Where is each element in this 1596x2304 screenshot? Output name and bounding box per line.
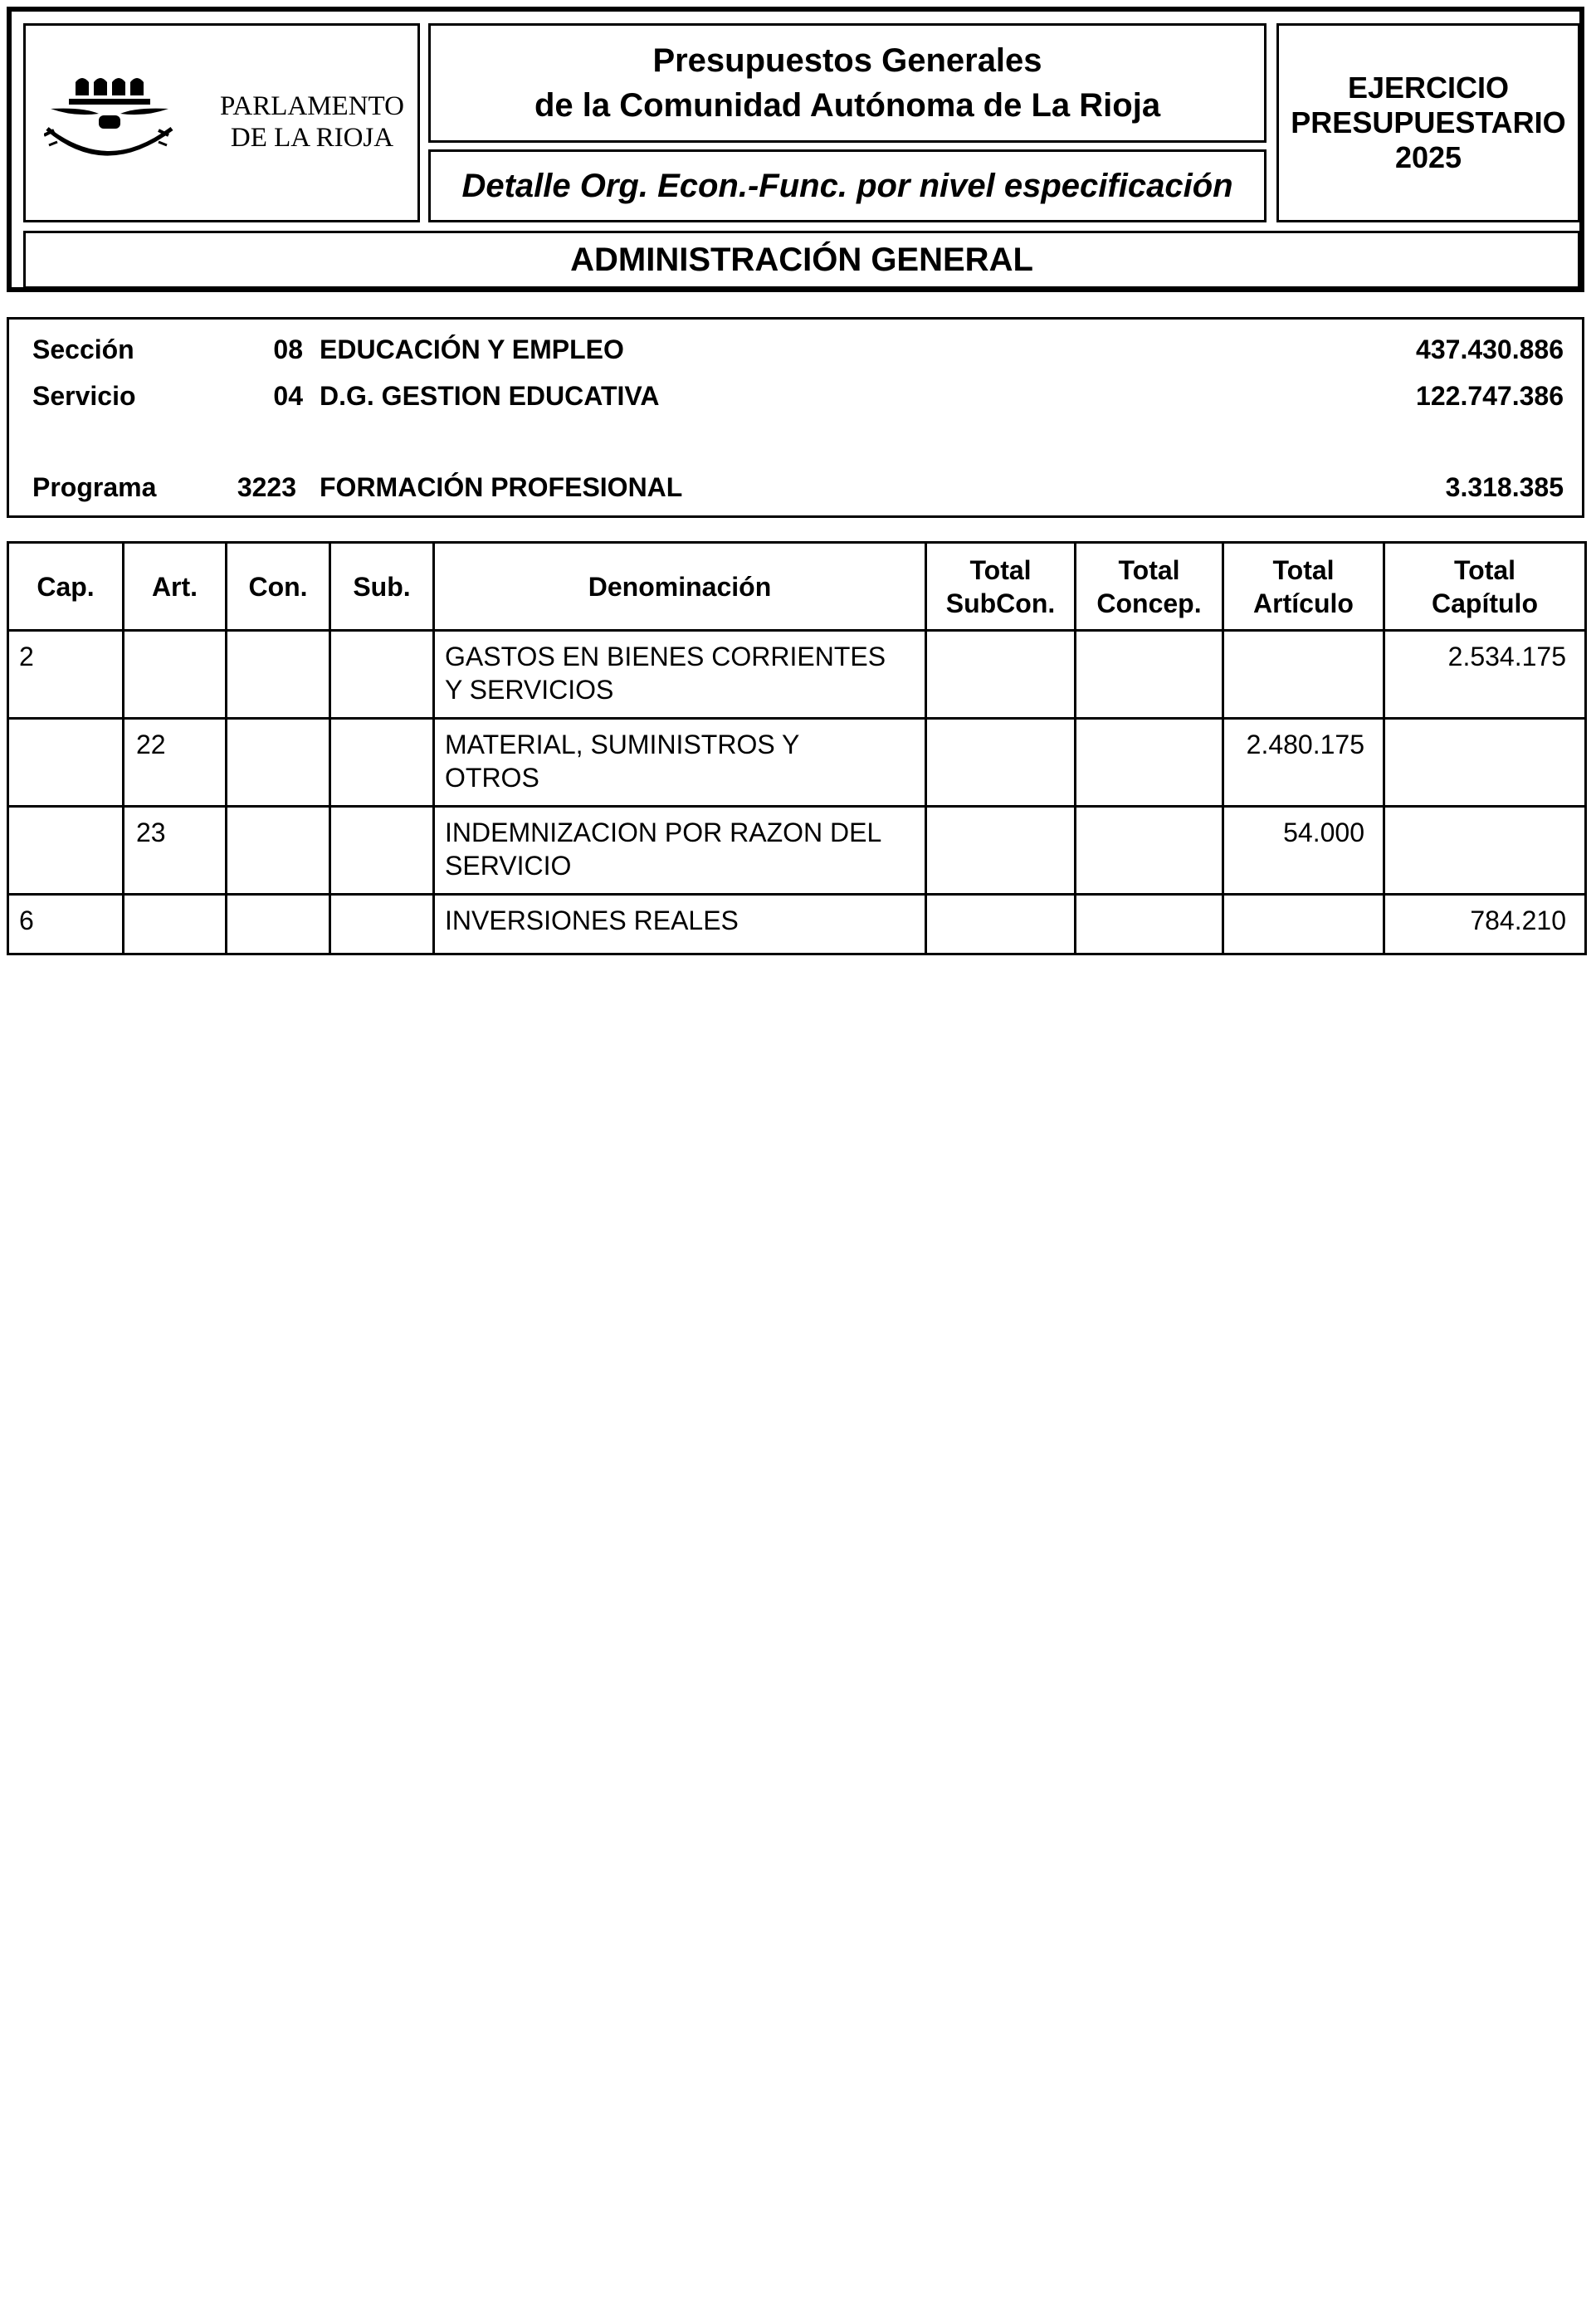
cell-denominacion (434, 631, 926, 719)
servicio-label: Servicio (32, 381, 136, 411)
servicio-amount: 122.747.386 (1416, 381, 1564, 411)
den-line: MATERIAL, SUMINISTROS Y (445, 730, 800, 759)
servicio-desc: D.G. GESTION EDUCATIVA (320, 381, 660, 411)
cell-total-concep (1076, 631, 1223, 719)
den-line: INDEMNIZACION POR RAZON DEL (445, 818, 882, 847)
servicio-code: 04 (273, 381, 303, 411)
col-header-cap: Cap. (8, 543, 124, 631)
header-text: Total (969, 554, 1032, 585)
ejercicio-line-2: PRESUPUESTARIO (1291, 105, 1566, 139)
den-line: GASTOS EN BIENES CORRIENTES (445, 642, 886, 671)
logo-line-1: PARLAMENTO (220, 91, 404, 121)
programa-amount: 3.318.385 (1445, 472, 1564, 502)
den-line: SERVICIO (445, 851, 572, 881)
header-text: Total (1118, 554, 1180, 585)
subtitle-text: Detalle Org. Econ.-Func. por nivel especificación (461, 167, 1233, 204)
col-header-total-articulo (1223, 543, 1384, 631)
table-header-row (8, 543, 1586, 631)
seccion-amount: 437.430.886 (1416, 334, 1564, 364)
header-text: Total (1272, 554, 1335, 585)
col-header-denominacion: Denominación (434, 543, 926, 631)
cell-total-articulo (1223, 895, 1384, 954)
cell-total-articulo (1223, 631, 1384, 719)
admin-banner (23, 231, 1580, 289)
cell-total-subcon (926, 631, 1076, 719)
cell-total-capitulo: 2.534.175 (1384, 631, 1586, 719)
cell-cap (8, 807, 124, 895)
header-text: Concep. (1096, 588, 1202, 618)
cell-denominacion (434, 807, 926, 895)
section-info (7, 317, 1584, 518)
document-title (428, 23, 1267, 143)
header-text: Artículo (1253, 588, 1354, 618)
table-row (8, 719, 1586, 807)
cell-con (227, 719, 330, 807)
cell-total-capitulo (1384, 807, 1586, 895)
title-line-1: Presupuestos Generales (652, 42, 1042, 79)
cell-denominacion (434, 719, 926, 807)
document-subtitle (428, 149, 1267, 222)
cell-art: 22 (124, 719, 227, 807)
seccion-row (9, 331, 1582, 368)
header-text: SubCon. (945, 588, 1056, 618)
seccion-label: Sección (32, 334, 134, 364)
cell-cap (8, 719, 124, 807)
table-row (8, 631, 1586, 719)
header-text: Capítulo (1432, 588, 1538, 618)
cell-total-subcon (926, 719, 1076, 807)
cell-sub (330, 895, 434, 954)
servicio-row (9, 378, 1582, 414)
title-line-2: de la Comunidad Autónoma de La Rioja (534, 87, 1161, 124)
programa-desc: FORMACIÓN PROFESIONAL (320, 472, 683, 502)
cell-con (227, 631, 330, 719)
cell-cap: 6 (8, 895, 124, 954)
col-header-total-subcon (926, 543, 1076, 631)
programa-row (9, 469, 1582, 505)
cell-total-capitulo (1384, 719, 1586, 807)
den-line: OTROS (445, 763, 539, 793)
budget-table (7, 541, 1587, 955)
table-row (8, 895, 1586, 954)
den-line: Y SERVICIOS (445, 675, 614, 705)
den-line: INVERSIONES REALES (445, 905, 739, 935)
col-header-con: Con. (227, 543, 330, 631)
cell-con (227, 807, 330, 895)
parlamento-logo-icon (44, 67, 202, 183)
cell-total-concep (1076, 719, 1223, 807)
cell-total-concep (1076, 895, 1223, 954)
col-header-total-capitulo (1384, 543, 1586, 631)
cell-art: 23 (124, 807, 227, 895)
cell-total-subcon (926, 895, 1076, 954)
cell-sub (330, 807, 434, 895)
cell-total-articulo: 2.480.175 (1223, 719, 1384, 807)
cell-total-capitulo: 784.210 (1384, 895, 1586, 954)
cell-total-subcon (926, 807, 1076, 895)
logo-box (23, 23, 420, 222)
document-header (7, 7, 1584, 292)
cell-sub (330, 631, 434, 719)
programa-label: Programa (32, 472, 157, 502)
col-header-sub: Sub. (330, 543, 434, 631)
programa-code: 3223 (237, 472, 296, 502)
cell-con (227, 895, 330, 954)
cell-art (124, 631, 227, 719)
cell-total-articulo: 54.000 (1223, 807, 1384, 895)
col-header-art: Art. (124, 543, 227, 631)
admin-banner-text: ADMINISTRACIÓN GENERAL (570, 241, 1033, 278)
seccion-desc: EDUCACIÓN Y EMPLEO (320, 334, 624, 364)
ejercicio-box (1276, 23, 1580, 222)
cell-total-concep (1076, 807, 1223, 895)
header-text: Total (1453, 554, 1516, 585)
cell-cap: 2 (8, 631, 124, 719)
cell-sub (330, 719, 434, 807)
logo-line-2: DE LA RIOJA (230, 123, 394, 153)
col-header-total-concep (1076, 543, 1223, 631)
ejercicio-year: 2025 (1394, 140, 1462, 174)
cell-art (124, 895, 227, 954)
table-row (8, 807, 1586, 895)
cell-denominacion (434, 895, 926, 954)
ejercicio-line-1: EJERCICIO (1347, 71, 1510, 105)
logo-text (200, 90, 424, 154)
seccion-code: 08 (273, 334, 303, 364)
